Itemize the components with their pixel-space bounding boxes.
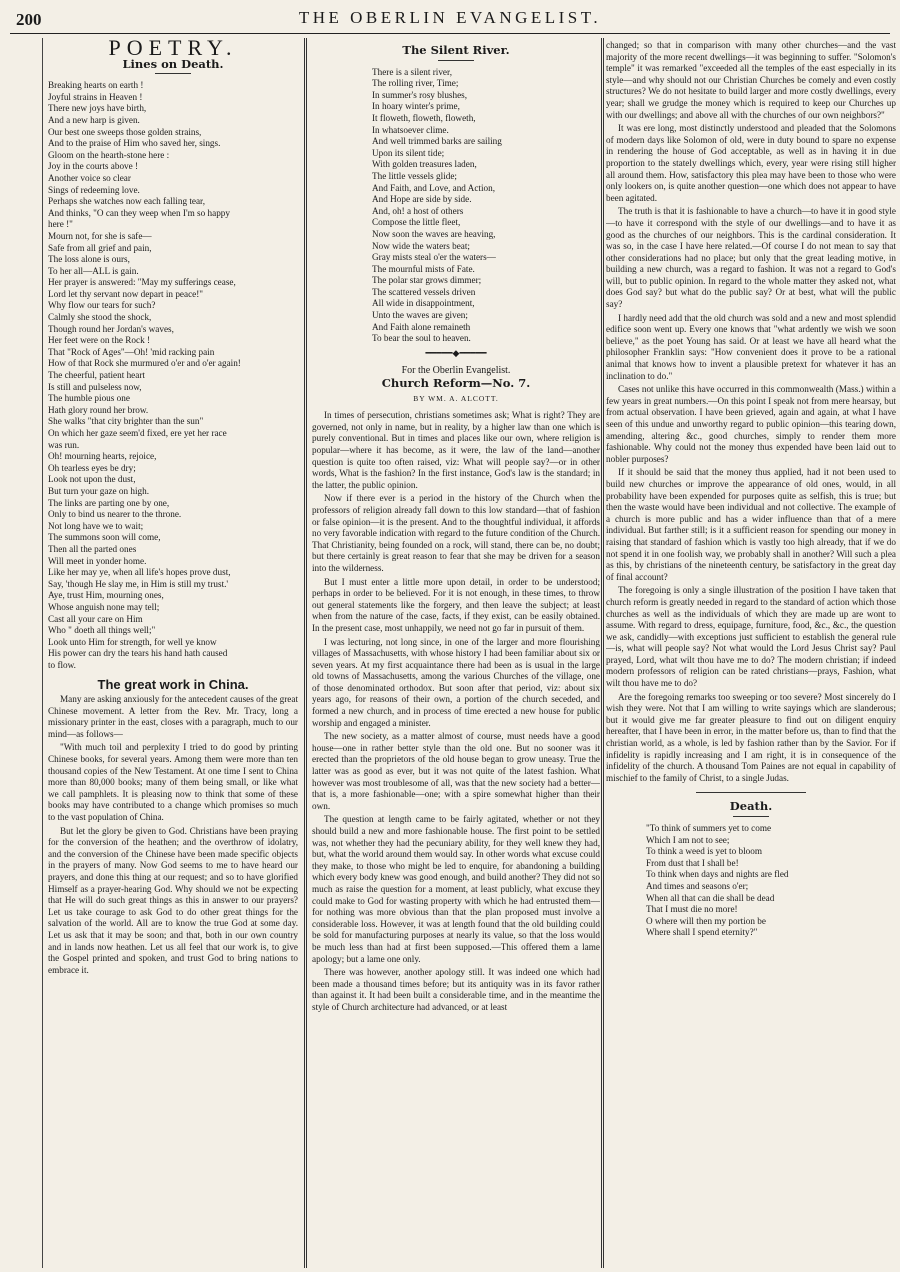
page-number: 200 [16, 10, 42, 29]
column-rule-left [42, 38, 43, 1268]
paragraph: But let the glory be given to God. Christians have been praying for the conversion of the heathen; and the overthrow of idolatry, and the conversion of the Chinese have been made specific objects in the prayers of many. Now God seems to me to have heard our prayers, and done this thing at our request; and so to have glorified Himself as a prayer-hearing God. Why should we not be expecting that He will do such great things as this in answer to our prayers? Let us take courage to ask God to do other great things for the salvation of the world. All are to know the true God at some day. Let us ask that it may be soon; and that, both in our own country and in lands now heathen. Let us all feel that our work is, to give the Gospel printed and spoken, and trust God to bring nations to embrace it. [48, 825, 298, 975]
byline: BY WM. A. ALCOTT. [413, 393, 499, 403]
masthead: THE OBERLIN EVANGELIST. [298, 8, 602, 27]
section-divider [696, 792, 806, 793]
paragraph: Are the foregoing remarks too sweeping or too severe? Most sincerely do I wish they were. Not that I am willing to write sayings which are slanderous; but it would give me far greater pleasure to find out on diligent enquiry hereafter, that I have been in error, in the matter before us, than to find that the christian world, as a whole, is led by fashion rather than by the Savior. For if infidelity is rapidly increasing and I am right, it is in consequence of the infidelity of the church. A thousand Tom Paines are not equal in capability of mischief to the family of Christ, to a single Judas. [606, 691, 896, 783]
section-title: POETRY. [108, 40, 238, 60]
column-2 [312, 40, 600, 1016]
paragraph: The truth is that it is fashionable to have a church—to have it in good style—to have it correspond with the style of our dwellings—and to have it as good as the churches of our neighbors. This is the cardinal consideration. It was so, in the case I have here related.—Of course I do not mean to say that other considerations had no place; but only that the great leading motive, in building a new church, was a regard to fashion. It was not a regard to God's will, but to public opinion. In regard to the whole matter they asked not, what does God say? but what do the public say? Or at best, what will the public say? [606, 206, 896, 310]
paragraph: Cases not unlike this have occurred in this commonwealth (Mass.) within a few years in great numbers.—On this point I speak not from mere hearsay, but from actual observation. I have been grieved, again and again, at what I have seen of this undue and unworthy regard to public opinion—this tearing down, amending, altering &c., good churches, simply to render them more fashionable. Why could not the money thus expended have been laid out to nobler purposes? [606, 384, 896, 464]
title-rule [155, 73, 191, 74]
paragraph: I was lecturing, not long since, in one of the larger and more flourishing villages of Massachusetts, with whose history I had been familiar about six or seven years. At my first acquaintance there had been as is usual in the large old towns of Massachusetts, among the various Churches of the village, one of those denominated orthodox. But soon after that period, viz: about six years ago, for reasons of their own, a portion of the church seceded, and formed a new church, and in process of time erected a new house for public worship and engaged a minister. [312, 636, 600, 728]
article-title: The great work in China. [97, 677, 249, 693]
stanza: Gloom on the hearth-stone here : Joy in the courts above ! Another voice so clear Sings of redeeming love. Perhaps she watches now each falling tear, And thinks, "O can they weep when I'm so happy here !" [48, 149, 230, 230]
poem-title: The Silent River. [402, 43, 510, 57]
stanza: And, oh! a host of others Compose the little fleet, Now soon the waves are heaving, Now wide the waters beat; Gray mists steal o'er the waters— The mournful mists of Fate. [372, 205, 496, 274]
stanza: Breaking hearts on earth ! Joyful strains in Heaven ! There new joys have birth, And a new harp is given. Our best one sweeps those golden strains, And to the praise of Him who saved her, sings. [48, 80, 221, 149]
column-1 [48, 40, 298, 978]
stanza: Not long have we to wait; The summons soon will come, Then all the parted ones Will meet in yonder home. Like her may ye, when all life's hopes prove dust, Say, 'though He slay me, in Him is still my trust.' [48, 520, 231, 589]
stanza: The polar star grows dimmer; The scattered vessels driven All wide in disappointment, Unto the waves are given; And Faith alone remaineth To bear the soul to heaven. [372, 275, 482, 344]
title-rule [733, 816, 769, 817]
stanza: To think when days and nights are fled And times and seasons o'er; When all that can die shall be dead That I must die no more! O where will then my portion be Where shall I spend eternity?" [646, 869, 789, 938]
paragraph: Now if there ever is a period in the history of the Church when the professors of religion already fall down to this low standard—that of fashion or false opinion—it is the present. And to the thoughtful individual, it affords no very favorable indication with regard to the future condition of the Church. That Christianity, being founded on a rock, will stand, there can be, no doubt; but there certainly is great reason to fear that she may be driven for a season into the wilderness. [312, 493, 600, 573]
paragraph: It was ere long, most distinctly understood and pleaded that the Solomons of modern days like Solomon of old, were in duty bound to spare no expense in rendering the house of God acceptable, as well as in having it in due proportion to the stately dwellings which, every, year were rising still higher all around them. How, satisfactory this plea may have been to those who were only lookers on, is quite another question—one which does not appear to have been agitated. [606, 123, 896, 203]
for-note: For the Oberlin Evangelist. [401, 365, 511, 377]
stanza: Aye, trust Him, mourning ones, Whose anguish none may tell; Cast all your care on Him Who " doeth all things well;" Look unto Him for strength, for well ye know His power can dry the tears his hand hath caused to flow. [48, 590, 228, 670]
paragraph: If it should be said that the money thus applied, had it not been used to build new churches or improve the appearance of old ones, would, in all probability have been expended for purposes quite as selfish, this is true; but then the waste would have been individual and not collective. The example of a church is more public and has a wider influence than that of a mere individual. But farther still; is it a sufficient reason for spending our money in raising that standard of fashion which is vastly too high already, that if we do not spend it in one foolish way, we probably shall in another? Will such a plea as this, by christians of the nineteenth century, be satisfactory in the great day of final account? [606, 467, 896, 582]
paragraph: changed; so that in comparison with many other churches—and the vast majority of the more recent dwellings—it was beginning to suffer. "Solomon's temple" it was remarked "exceeded all the temples of the east especially in its style—and why should not our Christian Churches be comely and even costly structures? We do not hesitate to build larger and more costly dwellings, every year; shall we grudge the money which is required to keep our Churches up with our dwellings; and above all with the churches of our own neighbors?" [606, 40, 896, 120]
paragraph: The question at length came to be fairly agitated, whether or not they should build a new and more fashionable house. The first point to be settled was, not whether they had the pecuniary ability, for they well knew they had, but, what the world around them would say. In other words what excuse could they make, to those who might be led to enquire, for abandoning a building which every body knew was good enough, and build another? They did not so much as raise the question for a moment, at least publicly, what excuse they could make to God for wasting property with which he had entrusted them—for nothing was more obvious than that the plan proposed must involve a considerable loss. However, it was at length found that the old building could be sold for manufacturing purposes at nearly its value, so that the loss would be much less than had at first been supposed.—This offered them a lame apology; but a lame one only. [312, 814, 600, 964]
article-title: Church Reform—No. 7. [381, 376, 531, 391]
stanza: There is a silent river, The rolling river, Time; In summer's rosy blushes, In hoary winter's prime, It floweth, floweth, floweth, In whatsoever clime. [372, 66, 476, 135]
stanza: "To think of summers yet to come Which I am not to see; To think a weed is yet to bloom From dust that I shall be! [646, 823, 772, 868]
column-3 [606, 40, 896, 939]
paragraph: The new society, as a matter almost of course, must needs have a good house—one in rather better style than the old one. But no sooner was it erected than the proprietors of the old house began to grow uneasy. True the latter was as good as ever, but it was not quite of the latest fashion. What however was most troublesome of all, was that the new society had a better—that is, a more fashionable—one; with a spire somewhat higher than their own. [312, 731, 600, 811]
column-rule-2 [601, 38, 604, 1268]
article-church-reform [312, 410, 600, 1013]
fleuron-divider: ━━━━━◆━━━━━ [425, 347, 487, 358]
poem-death [606, 823, 896, 939]
paragraph: Many are asking anxiously for the antecedent causes of the great Chinese movement. A letter from the Rev. Mr. Tracy, long a missionary printer in the east, closes with a paragraph, much to our mind—as follows— [48, 694, 298, 739]
paragraph: I hardly need add that the old church was sold and a new and most splendid edifice soon went up. Every one knows that "what ardently we wish we soon believe," as the poet Young has said. Or at least we have all heard what the philosopher Franklin says: "How convenient does it prove to be a rational animal that knows how to invent a plausible pretext for whatever it has an inclination to do." [606, 312, 896, 381]
header-rule [10, 33, 890, 34]
paragraph: In times of persecution, christians sometimes ask; What is right? They are governed, not only in name, but in reality, by a higher law than one which is purely conventional. But in times and places like our own, where religion is popular—where it has become, as it were, the law of the land—another question is quite too often raised, viz: What will people say?—or in other words, What is the fashion? In the first instance, God's law is the standard; in the latter, the public opinion. [312, 410, 600, 490]
paragraph: The foregoing is only a single illustration of the position I have taken that church reform is greatly needed in regard to the standard of action which those churches as well as the individuals of which they are made up are wont to assume. With regard to dress, equipage, furniture, food, &c., &c., the question we ask, candidly—with exceptions just sufficient to establish the general rule—is, what will people say? Not what would the Lord Jesus Christ say? Paul prayed, Lord, what wilt thou have me to do? The modern christian; if indeed modern professors of religion can be rated christians—prays, Fashion, what wilt thou have me to do? [606, 585, 896, 689]
poem-title: Lines on Death. [122, 56, 224, 71]
stanza: And well trimmed barks are sailing Upon its silent tide; With golden treasures laden, The little vessels glide; And Faith, and Love, and Action, And Hope are side by side. [372, 136, 502, 205]
title-rule [438, 60, 474, 61]
poem-silent-river [312, 67, 600, 345]
poem-lines-on-death [48, 80, 298, 671]
article-china [48, 694, 298, 976]
stanza: Mourn not, for she is safe— Safe from all grief and pain, The loss alone is ours, To her all—ALL is gain. Her prayer is answered: "May my sufferings cease, Lord let thy servant now depart in peace!" [48, 230, 236, 299]
stanza: The cheerful, patient heart Is still and pulseless now, The humble pious one Hath glory round her brow. She walks "that city brighter than the sun" On which her gaze seem'd fixed, ere yet her race was run. [48, 370, 227, 450]
paragraph: "With much toil and perplexity I tried to do good by printing Chinese books, for several years. Among them were more than ten thousand copies of the New Testament. At one time I sent to China more than 80,000 books; many of them being small, or like what we call pamphlets. It is pleasing now to think that some of these books may have contributed to a change which promises so much to the vast population of China. [48, 742, 298, 822]
article-church-reform-continued [606, 40, 896, 784]
stanza: Why flow our tears for such? Calmly she stood the shock, Though round her Jordan's waves, Her feet were on the Rock ! That "Rock of Ages"—Oh! 'mid racking pain How of that Rock she murmured o'er and o'er again! [48, 300, 241, 369]
poem-title: Death. [729, 799, 773, 814]
paragraph: But I must enter a little more upon detail, in order to be understood; perhaps in order to be believed. For it is not enough, in these times, to throw out general statements like the forgery, and then leave the subject; at least when from the nature of the case, facts, if they exist, can be easily obtained. In the present case, most unhappily, we need not go far in pursuit of them. [312, 576, 600, 633]
column-rule-1 [304, 38, 307, 1268]
page-header [10, 8, 890, 32]
stanza: Oh! mourning hearts, rejoice, Oh tearless eyes be dry; Look not upon the dust, But turn your gaze on high. The links are parting one by one, Only to bind us nearer to the throne. [48, 451, 182, 520]
paragraph: There was however, another apology still. It was indeed one which had been made a thousand times before; but its antiquity was in its favor rather than against it. It had been built a considerable time, and in the meantime the style of Church architecture had advanced, or at least [312, 967, 600, 1012]
